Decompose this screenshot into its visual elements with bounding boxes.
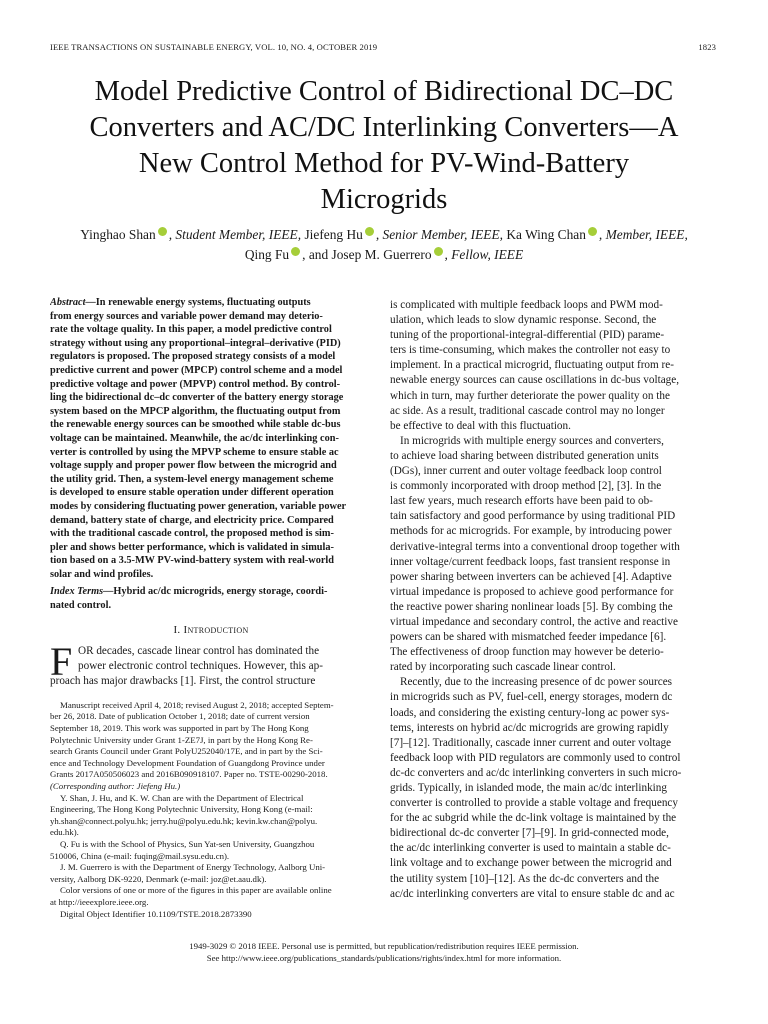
- index-terms-text: Hybrid ac/dc microgrids, energy storage, coordi-: [113, 586, 328, 598]
- abstract-line: solar and wind profiles.: [50, 568, 154, 580]
- copyright-line: 1949-3029 © 2018 IEEE. Personal use is permitted, but republication/redistribution requires IEEE permission.: [189, 941, 579, 951]
- footnote-line: search Grants Council under Grant PolyU252040/17E, and in part by the Sci-: [50, 746, 323, 757]
- author-role: , Senior Member, IEEE,: [375, 227, 504, 242]
- body-line: ac side. As a result, traditional cascade control may no longer: [390, 404, 665, 417]
- abstract-line: demand, battery state of charge, and electricity price. Compared: [50, 514, 334, 526]
- section-heading: [50, 623, 372, 638]
- body-line: bidirectional dc-dc converter [7]–[9]. In grid-connected mode,: [390, 827, 669, 840]
- body-line: which in turn, may further deteriorate the power quality on the: [390, 389, 670, 402]
- body-line: dc-dc converters and ac/dc interlinking converters in such micro-: [390, 766, 682, 779]
- orcid-icon[interactable]: [434, 247, 443, 256]
- body-line: last few years, much research efforts have been paid to ob-: [390, 495, 653, 508]
- abstract-line: voltage supply and proper power flow between the microgrid and: [50, 460, 337, 472]
- title-line: Model Predictive Control of Bidirectional DC–DC: [94, 76, 674, 107]
- author-list: [40, 225, 728, 265]
- body-line: be effective to deal with this fluctuation.: [390, 419, 571, 432]
- abstract-line: predictive voltage and power (MPVP) control method. By control-: [50, 378, 341, 390]
- abstract-line: ling the bidirectional dc–dc converter of the battery energy storage: [50, 392, 344, 404]
- copyright-notice: [40, 940, 728, 964]
- author-name: Qing Fu: [244, 247, 290, 262]
- footnote-line: Manuscript received April 4, 2018; revised August 2, 2018; accepted Septem-: [60, 699, 334, 710]
- title-line: Converters and AC/DC Interlinking Converters—A: [89, 112, 679, 143]
- body-line: ters is time-consuming, which makes the controller not easy to: [390, 344, 671, 357]
- abstract-line: the renewable energy sources can be smoothed while stable dc-bus: [50, 419, 341, 431]
- author-name: Ka Wing Chan: [503, 227, 586, 242]
- footnote-line: September 18, 2019. This work was supported in part by The Hong Kong: [50, 723, 309, 734]
- orcid-icon[interactable]: [365, 227, 374, 236]
- body-line: newable energy sources can cause oscillations in dc-bus voltage,: [390, 374, 680, 387]
- footnote-line: Engineering, The Hong Kong Polytechnic University, Hong Kong (e-mail:: [50, 804, 313, 815]
- body-line: Recently, due to the increasing presence of dc power sources: [400, 676, 673, 689]
- body-line: [7]–[12]. Traditionally, cascade inner current and outer voltage: [390, 736, 672, 749]
- footnote-line: at http://ieeexplore.ieee.org.: [50, 896, 149, 907]
- body-line: derivative-integral terms into a conventional droop together with: [390, 540, 680, 553]
- body-line: loads, and considering the existing century-long ac power sys-: [390, 706, 670, 719]
- section-number: I.: [173, 623, 184, 636]
- intro-line: proach has major drawbacks [1]. First, the control structure: [50, 675, 316, 688]
- footnote-line: Digital Object Identifier 10.1109/TSTE.2018.2873390: [60, 908, 252, 919]
- abstract-line: with the traditional cascade control, the proposed method is sim-: [50, 528, 334, 540]
- orcid-icon[interactable]: [291, 247, 300, 256]
- author-line: [40, 225, 728, 245]
- abstract-line: is developed to ensure stable operation under different operation: [50, 487, 334, 499]
- index-terms-label: Index Terms—: [50, 586, 114, 598]
- body-line: feedback loop with PID regulators are commonly used to control: [390, 751, 681, 764]
- footnote-line: yh.shan@connect.polyu.hk; jerry.hu@polyu.edu.hk; kevin.kw.chan@polyu.: [50, 815, 318, 826]
- footnote-line: J. M. Guerrero is with the Department of Energy Technology, Aalborg Uni-: [60, 862, 326, 873]
- footnotes: [50, 700, 372, 920]
- body-line: virtual impedance and secondary control, the active and reactive: [390, 615, 678, 628]
- author-name: Yinghao Shan: [80, 227, 156, 242]
- right-column: [390, 298, 715, 902]
- author-line: [40, 245, 728, 265]
- abstract-line: predictive current and power (MPCP) control scheme and a model: [50, 364, 343, 376]
- footnote-line: (Corresponding author: Jiefeng Hu.): [50, 781, 181, 792]
- title-line: Microgrids: [320, 184, 448, 215]
- body-line: tuning of the proportional-integral-differential (PID) parame-: [390, 329, 665, 342]
- abstract-line: voltage can be maintained. Meanwhile, the ac/dc interlinking con-: [50, 432, 339, 444]
- footnote-line: Q. Fu is with the School of Physics, Sun Yat-sen University, Guangzhou: [60, 839, 315, 849]
- abstract-line: rate the voltage quality. In this paper, a model predictive control: [50, 324, 332, 336]
- body-line: to achieve load sharing between distributed generation units: [390, 449, 659, 462]
- body-line: (DGs), inner current and outer voltage feedback loop control: [390, 465, 662, 478]
- footnote-line: Y. Shan, J. Hu, and K. W. Chan are with the Department of Electrical: [60, 792, 304, 803]
- index-terms-line: [50, 585, 372, 599]
- abstract-line: [50, 296, 372, 310]
- body-line: grids. Typically, in islanded mode, the main ac/dc interlinking: [390, 782, 667, 794]
- body-line: implement. In a practical microgrid, fluctuating output from re-: [390, 359, 674, 372]
- footnote-line: versity, Aalborg DK-9220, Denmark (e-mail: joz@et.aau.dk).: [50, 873, 267, 884]
- author-role: , Member, IEEE,: [598, 227, 688, 242]
- body-line: powers can be shared with mismatched feeder impedance [6].: [390, 631, 667, 644]
- copyright-line: See http://www.ieee.org/publications_standards/publications/rights/index.html for more information.: [206, 953, 562, 963]
- abstract-line: system based on the MPCP algorithm, the fluctuating output from: [50, 405, 341, 417]
- footnote-line: ber 26, 2018. Date of publication October 1, 2018; date of current version: [50, 711, 310, 722]
- body-line: inner voltage/current feedback loops, fast transient response in: [390, 555, 671, 568]
- body-line: rated by incorporating such cascade linear control.: [390, 661, 616, 674]
- abstract-label: Abstract—: [50, 297, 96, 308]
- body-line: the ac/dc interlinking converter is used to maintain a stable dc-: [390, 842, 671, 855]
- left-column: [50, 296, 372, 920]
- body-line: In microgrids with multiple energy sources and converters,: [400, 434, 664, 447]
- body-line: ulation, which leads to slow dynamic response. Second, the: [390, 314, 657, 327]
- abstract-line: modes by considering fluctuating power generation, variable power: [50, 500, 347, 512]
- body-line: for the ac subgrid while the dc-link voltage is maintained by the: [390, 812, 677, 825]
- title-line: New Control Method for PV-Wind-Battery: [138, 148, 630, 179]
- paper-title: [40, 74, 728, 218]
- author-name: , and Josep M. Guerrero: [302, 247, 432, 262]
- abstract-line: from energy sources and variable power demand may deterio-: [50, 310, 323, 322]
- index-terms-line: nated control.: [50, 600, 112, 612]
- running-header: [50, 42, 716, 54]
- body-line: the utility system [10]–[12]. As the dc-dc converters and the: [390, 872, 660, 885]
- abstract-line: regulators is proposed. The proposed strategy consists of a model: [50, 351, 336, 363]
- footnote-line: ence and Technology Development Foundation of Guangdong Province under: [50, 757, 325, 768]
- orcid-icon[interactable]: [158, 227, 167, 236]
- drop-cap: F: [50, 638, 73, 684]
- body-line: ac/dc interlinking converters are vital to ensure stable dc and ac: [390, 887, 675, 900]
- section-title: Introduction: [183, 623, 249, 636]
- intro-line: OR decades, cascade linear control has dominated the: [78, 644, 320, 657]
- abstract: [50, 296, 372, 581]
- body-line: power sharing between inverters can be achieved [4]. Adaptive: [390, 570, 672, 583]
- body-line: in microgrids such as PV, fuel-cell, energy storages, modern dc: [390, 691, 673, 704]
- body-line: converter is controlled to provide a stable voltage and frequency: [390, 797, 678, 810]
- intro-line: power electronic control techniques. However, this ap-: [78, 660, 323, 673]
- abstract-line: the utility grid. Then, a system-level energy management scheme: [50, 473, 334, 485]
- footnote-line: edu.hk).: [50, 827, 79, 838]
- footnote-line: 510006, China (e-mail: fuqing@mail.sysu.edu.cn).: [50, 850, 230, 861]
- footnote-line: Polytechnic University under Grant 1-ZE7J, in part by the Hong Kong Re-: [50, 734, 313, 745]
- abstract-text: In renewable energy systems, fluctuating outputs: [95, 297, 311, 308]
- body-line: the reactive power sharing nonlinear loads [5]. By combing the: [390, 600, 673, 613]
- body-line: link voltage and to exchange power between the microgrid and: [390, 857, 672, 870]
- orcid-icon[interactable]: [588, 227, 597, 236]
- body-line: tain satisfactory and good performance by using traditional PID: [390, 510, 676, 523]
- abstract-line: tion based on a 3.5-MW PV-wind-battery system with real-world: [50, 555, 335, 567]
- index-terms: [50, 585, 372, 612]
- abstract-line: strategy without using any proportional–integral–derivative (PID): [50, 337, 341, 349]
- author-role: , Fellow, IEEE: [444, 247, 524, 262]
- abstract-line: verter is controlled by using the MPVP scheme to ensure stable ac: [50, 446, 339, 458]
- body-line: The effectiveness of droop function may however be deterio-: [390, 646, 664, 659]
- body-line: tems, interests on hybrid ac/dc microgrids are growing rapidly: [390, 721, 669, 734]
- author-name: Jiefeng Hu: [301, 227, 363, 242]
- intro-paragraph: [50, 638, 372, 690]
- body-line: is commonly incorporated with droop method [2], [3]. In the: [390, 480, 662, 493]
- footnote-line: Color versions of one or more of the figures in this paper are available online: [60, 885, 332, 896]
- body-line: is complicated with multiple feedback loops and PWM mod-: [390, 299, 663, 311]
- footnote-line: Grants 2017A050506023 and 2016B090918107. Paper no. TSTE-00290-2018.: [50, 769, 328, 780]
- journal-name: IEEE TRANSACTIONS ON SUSTAINABLE ENERGY, VOL. 10, NO. 4, OCTOBER 2019: [50, 42, 378, 52]
- abstract-line: pler and shows better performance, which is validated in simula-: [50, 541, 334, 553]
- author-role: , Student Member, IEEE,: [168, 227, 302, 242]
- page-number: 1823: [698, 42, 716, 52]
- body-line: virtual impedance is proposed to achieve good performance for: [390, 585, 674, 598]
- body-line: methods for ac microgrids. For example, by introducing power: [390, 525, 672, 538]
